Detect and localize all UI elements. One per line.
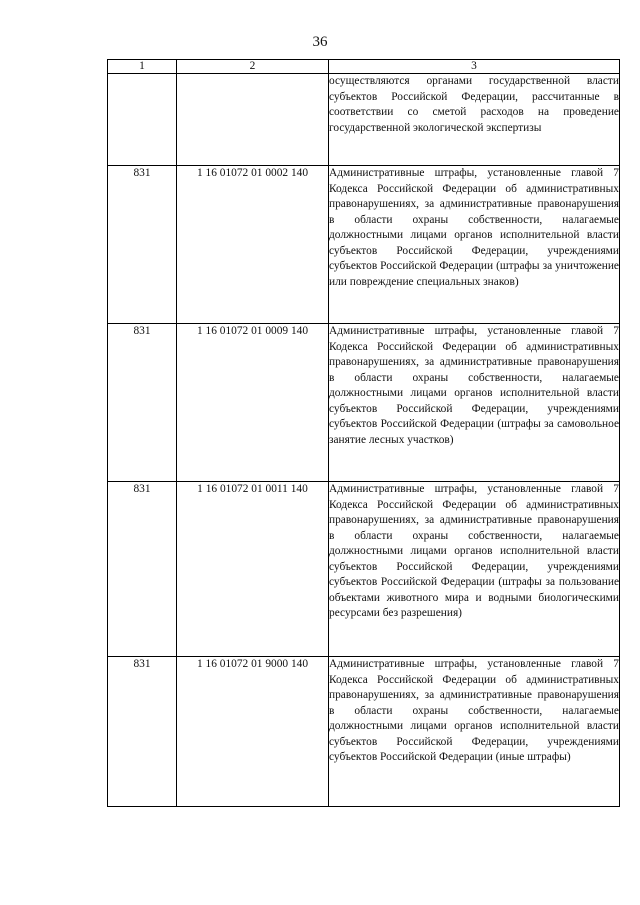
admin-code-cell: 831 (108, 482, 177, 657)
admin-code-cell (108, 74, 177, 166)
admin-code-cell: 831 (108, 324, 177, 482)
column-header: 1 (108, 60, 177, 74)
income-name-cell: Административные штрафы, установленные главой 7 Кодекса Российской Федерации об административных правонарушениях, за административные правонарушения в области охраны собственности, налагаемые должностными лицами органов исполнительной власти субъектов Российской Федерации, учреждениями субъектов Российской Федерации (иные штрафы) (329, 657, 620, 807)
kbk-code-cell: 1 16 01072 01 0011 140 (177, 482, 329, 657)
column-header: 2 (177, 60, 329, 74)
income-name-cell: осуществляются органами государственной власти субъектов Российской Федерации, рассчитанные в соответствии со сметой расходов на проведение государственной экологической экспертизы (329, 74, 620, 166)
table-header-row (108, 60, 620, 74)
page-number: 36 (312, 34, 328, 50)
kbk-code-cell: 1 16 01072 01 9000 140 (177, 657, 329, 807)
income-name-cell: Административные штрафы, установленные главой 7 Кодекса Российской Федерации об административных правонарушениях, за административные правонарушения в области охраны собственности, налагаемые должностными лицами органов исполнительной власти субъектов Российской Федерации, учреждениями субъектов Российской Федерации (штрафы за уничтожение или повреждение специальных знаков) (329, 166, 620, 324)
kbk-code-cell (177, 74, 329, 166)
table-row (108, 324, 620, 482)
kbk-code-cell: 1 16 01072 01 0002 140 (177, 166, 329, 324)
column-header: 3 (329, 60, 620, 74)
admin-code-cell: 831 (108, 166, 177, 324)
table-row-continuation (108, 74, 620, 166)
budget-classification-table (107, 59, 620, 807)
table-row (108, 482, 620, 657)
kbk-code-cell: 1 16 01072 01 0009 140 (177, 324, 329, 482)
table-row (108, 657, 620, 807)
admin-code-cell: 831 (108, 657, 177, 807)
table-row (108, 166, 620, 324)
income-name-cell: Административные штрафы, установленные главой 7 Кодекса Российской Федерации об административных правонарушениях, за административные правонарушения в области охраны собственности, налагаемые должностными лицами органов исполнительной власти субъектов Российской Федерации, учреждениями субъектов Российской Федерации (штрафы за самовольное занятие лесных участков) (329, 324, 620, 482)
income-name-cell: Административные штрафы, установленные главой 7 Кодекса Российской Федерации об административных правонарушениях, за административные правонарушения в области охраны собственности, налагаемые должностными лицами органов исполнительной власти субъектов Российской Федерации, учреждениями субъектов Российской Федерации (штрафы за пользование объектами животного мира и водными биологическими ресурсами без разрешения) (329, 482, 620, 657)
